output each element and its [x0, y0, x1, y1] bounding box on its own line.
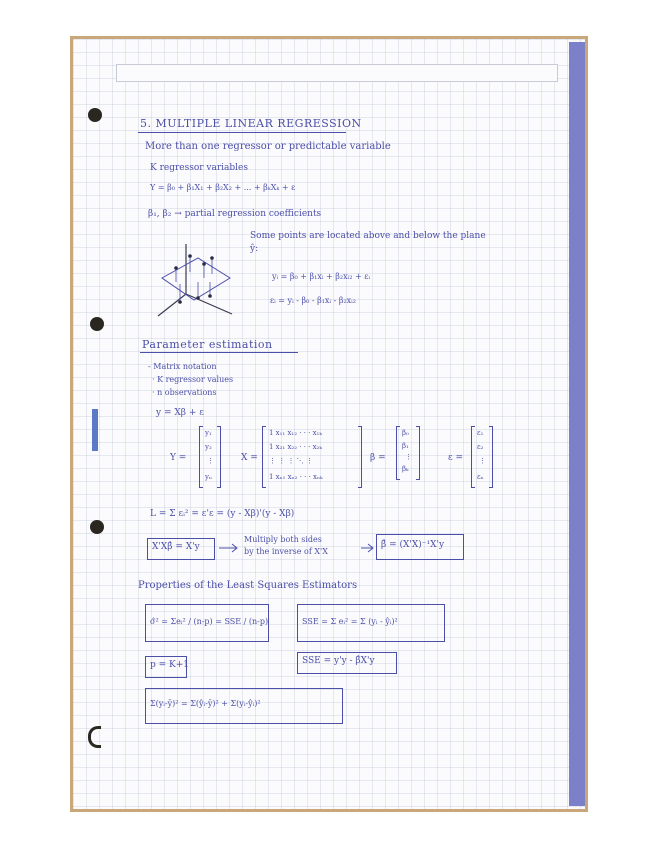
parameter-title: Parameter estimation [142, 338, 273, 351]
loss-function: L = Σ εᵢ² = ε'ε = (y - Xβ)'(y - Xβ) [150, 509, 295, 519]
beta-hat-equation: β̂ = (X'X)⁻¹X'y [381, 540, 445, 550]
punch-hole-icon [90, 520, 104, 534]
plane-note: Some points are located above and below the plane ŷ: [250, 231, 486, 254]
model-equation: Y = β₀ + β₁X₁ + β₂X₂ + ... + βₖXₖ + ε [150, 183, 296, 192]
normal-equation: X'Xβ̂ = X'y [152, 542, 200, 552]
intro-line: More than one regressor or predictable variable [145, 141, 391, 152]
punch-hole-icon [90, 317, 104, 331]
section-title: 5. MULTIPLE LINEAR REGRESSION [140, 117, 362, 130]
plane-equation: yᵢ = β₀ + β₁xᵢ + β₂xᵢ₂ + εᵢ [272, 272, 370, 281]
paper-tag [92, 409, 98, 451]
p-equation: p = K+1 [150, 660, 190, 670]
x-matrix: 1 x₁₁ x₁₂ · · · x₁ₖ 1 x₂₁ x₂₂ · · · x₂ₖ ⋮ ⋮ ⋮ ⋱ ⋮ 1 xₙ₁ xₙ₂ · · · xₙₖ [262, 427, 362, 487]
bullet: · K regressor values [152, 375, 234, 384]
bullet: - Matrix notation [148, 362, 217, 371]
epsilon-label: ε = [448, 453, 464, 463]
bullet: · n observations [152, 388, 217, 397]
y-label: Y = [170, 453, 187, 463]
sse-matrix-equation: SSE = y'y - β̂X'y [302, 656, 375, 666]
x-label: X = [241, 453, 258, 463]
matrix-model: y = Xβ + ε [156, 408, 204, 418]
arrow-right-icon [218, 543, 240, 553]
margin-band [569, 42, 585, 806]
beta-vector: β₀ β₁ ⋮ βₖ [396, 427, 420, 479]
residual-equation: εᵢ = yᵢ - β₀ - β₁xᵢ - β₂xᵢ₂ [270, 296, 356, 305]
header-box [116, 64, 558, 82]
properties-title: Properties of the Least Squares Estimators [138, 580, 358, 591]
arrow-right-icon [360, 543, 376, 553]
multiply-note: by the inverse of X'X [244, 547, 328, 556]
punch-hole-icon [88, 108, 102, 122]
parameter-underline [140, 352, 298, 353]
sse-equation: SSE = Σ eᵢ² = Σ (yᵢ - ŷᵢ)² [302, 617, 398, 626]
intro-line: K regressor variables [150, 163, 249, 173]
regression-plane-diagram [150, 238, 242, 324]
multiply-note: Multiply both sides [244, 535, 322, 544]
title-underline [138, 132, 346, 133]
sigma-equation: σ̂² = Σeᵢ² / (n-p) = SSE / (n-p) [150, 617, 269, 626]
epsilon-vector: ε₁ ε₂ ⋮ εₙ [471, 427, 493, 487]
beta-label: β = [370, 453, 386, 463]
y-vector: y₁ y₂ ⋮ yₙ [199, 427, 221, 487]
intro-line: β₁, β₂ → partial regression coefficients [148, 209, 322, 219]
decomposition-equation: Σ(yᵢ-ȳ)² = Σ(ŷᵢ-ȳ)² + Σ(yᵢ-ŷᵢ)² [150, 699, 261, 708]
punch-hole-icon [88, 726, 101, 748]
